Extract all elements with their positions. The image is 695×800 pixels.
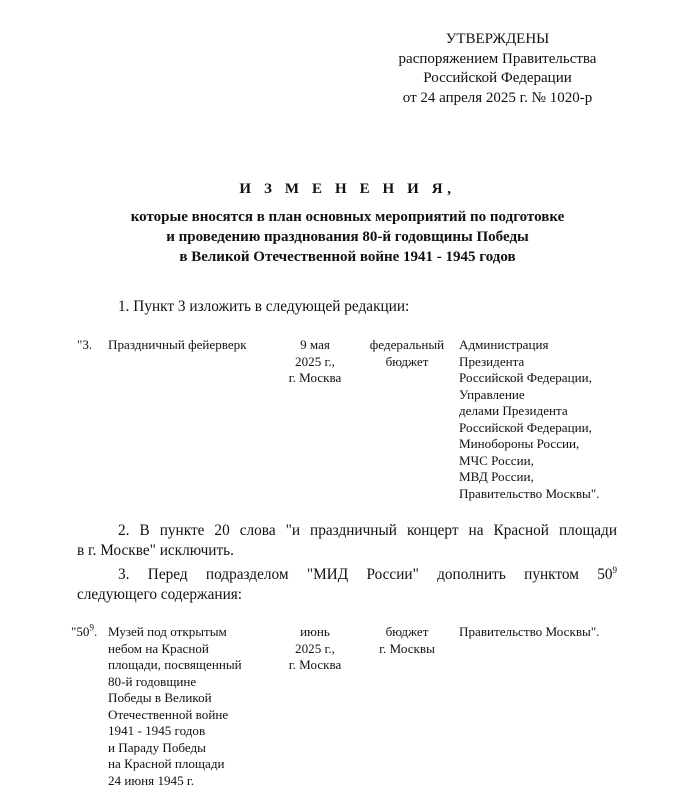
item-2-line-2: в г. Москве" исключить.: [77, 542, 234, 559]
approval-line: распоряжением Правительства: [398, 50, 597, 67]
approval-date: от 24 апреля 2025 г. № 1020-р: [402, 89, 593, 106]
approval-block: [385, 30, 610, 108]
row-funding: бюджет г. Москвы: [379, 624, 435, 656]
row-funding: федеральный бюджет: [369, 337, 445, 369]
row-event: Музей под открытым небом на Красной площади, посвященный 80-й годовщине Победы в Великой Отечественной войне 1941 - 1945 годов и Параду Победы на Красной площади 24 июня 1945 г.: [108, 624, 242, 788]
row-responsible: Администрация Президента Российской Федерации, Управление делами Президента Российской Федерации, Минобороны России, МЧС России, МВД России, Правительство Москвы".: [459, 337, 600, 501]
subheading-line: и проведению празднования 80-й годовщины Победы: [166, 229, 529, 245]
row-date: 9 мая 2025 г., г. Москва: [288, 337, 342, 385]
subheading-line: которые вносятся в план основных мероприятий по подготовке: [130, 209, 565, 225]
row-event: Праздничный фейерверк: [108, 337, 247, 352]
item-1-text: 1. Пункт 3 изложить в следующей редакции:: [118, 298, 410, 315]
row-number: "$50^9$.: [71, 622, 98, 639]
row-date: июнь 2025 г., г. Москва: [288, 624, 342, 672]
approval-title: УТВЕРЖДЕНЫ: [445, 31, 550, 47]
item-3-line-1: 3. Перед подразделом "МИД России" дополнить пунктом $50^9$: [118, 564, 617, 583]
subheading-line: в Великой Отечественной войне 1941 - 1945 годов: [179, 249, 516, 265]
item-2-line-1: 2. В пункте 20 слова "и праздничный концерт на Красной площади: [118, 522, 617, 539]
item-3-line-2: следующего содержания:: [77, 586, 243, 603]
approval-line: Российской Федерации: [423, 70, 572, 86]
document-heading: И З М Е Н Е Н И Я,: [239, 181, 456, 197]
document-subheading: [60, 207, 635, 267]
row-responsible: Правительство Москвы".: [459, 624, 600, 639]
row-number: "3.: [77, 337, 93, 352]
